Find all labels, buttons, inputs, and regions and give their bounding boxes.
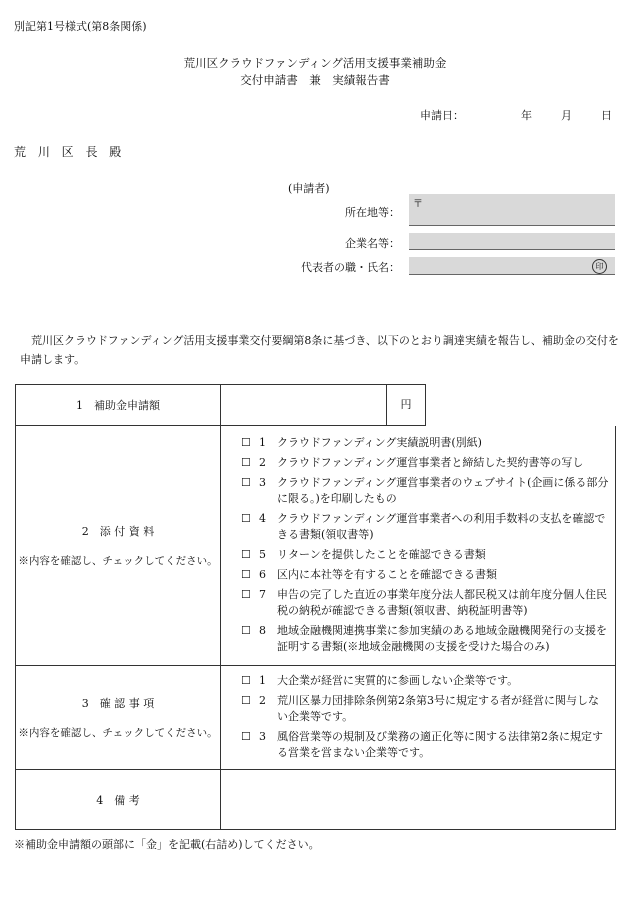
attachment-item-text: クラウドファンディング運営事業者への利用手数料の支払を確認できる書類(領収書等) bbox=[277, 512, 606, 541]
checkbox[interactable]: ☐ bbox=[241, 730, 251, 743]
attachment-item-text: クラウドファンディング運営事業者と締結した契約書等の写し bbox=[277, 456, 584, 469]
confirmations-list bbox=[221, 666, 616, 770]
confirmation-item-text: 風俗営業等の規制及び業務の適正化等に関する法律第2条に規定する営業を営まない企業等です。 bbox=[277, 730, 603, 759]
confirmations-label-cell bbox=[16, 666, 221, 770]
attachment-item bbox=[241, 455, 609, 471]
attachment-item-text: 地域金融機関連携事業に参加実績のある地域金融機関発行の支援を証明する書類(※地域金融機関の支援を受けた場合のみ) bbox=[277, 624, 607, 653]
confirmation-item-number: 1 bbox=[259, 674, 266, 687]
attachments-list bbox=[221, 426, 616, 666]
attachment-item bbox=[241, 511, 609, 543]
attachment-item bbox=[241, 547, 609, 563]
attachment-item-text: 申告の完了した直近の事業年度分法人都民税又は前年度分個人住民税の納税が確認できる書類(領収書、納税証明書等) bbox=[277, 588, 607, 617]
address-label: 所在地等： bbox=[345, 206, 400, 219]
yen-unit: 円 bbox=[387, 385, 426, 425]
application-table bbox=[15, 384, 616, 830]
amount-input[interactable] bbox=[221, 385, 387, 425]
representative-field[interactable] bbox=[409, 257, 615, 275]
attachment-item bbox=[241, 475, 609, 507]
checkbox[interactable]: ☐ bbox=[241, 694, 251, 707]
document-title-line2: 交付申請書 兼 実績報告書 bbox=[240, 73, 390, 87]
intro-text: 荒川区クラウドファンディング活用支援事業交付要綱第8条に基づき、以下のとおり調達実績を報告し、補助金の交付を申請します。 bbox=[20, 334, 619, 366]
confirmations-note: ※内容を確認し、チェックしてください。 bbox=[18, 727, 218, 739]
form-number-label: 別記第1号様式(第8条関係) bbox=[14, 20, 147, 33]
confirmation-item bbox=[241, 673, 609, 689]
attachment-item-number: 2 bbox=[259, 456, 266, 469]
date-label: 申請日： bbox=[420, 109, 464, 122]
attachment-item bbox=[241, 435, 609, 451]
row-attachments bbox=[16, 426, 616, 666]
row-remarks bbox=[16, 770, 616, 830]
checkbox[interactable]: ☐ bbox=[241, 436, 251, 449]
postal-mark: 〒 bbox=[413, 199, 423, 210]
attachment-item bbox=[241, 587, 609, 619]
attachments-label-cell bbox=[16, 426, 221, 666]
amount-cell bbox=[221, 385, 616, 426]
attachment-item-number: 6 bbox=[259, 568, 266, 581]
attachment-item-number: 5 bbox=[259, 548, 266, 561]
address-field[interactable] bbox=[409, 194, 615, 226]
company-field[interactable] bbox=[409, 233, 615, 250]
checkbox[interactable]: ☐ bbox=[241, 588, 251, 601]
attachment-item-number: 1 bbox=[259, 436, 266, 449]
remarks-field[interactable] bbox=[221, 770, 616, 830]
checkbox[interactable]: ☐ bbox=[241, 568, 251, 581]
application-date bbox=[420, 107, 612, 123]
attachment-item-number: 4 bbox=[259, 512, 266, 525]
attachment-item-number: 7 bbox=[259, 588, 266, 601]
date-day: 日 bbox=[601, 109, 612, 122]
footnote: ※補助金申請額の頭部に「金」を記載(右詰め)してください。 bbox=[14, 838, 320, 851]
document-title-line1: 荒川区クラウドファンディング活用支援事業補助金 bbox=[183, 56, 447, 70]
date-month: 月 bbox=[561, 109, 572, 122]
checkbox[interactable]: ☐ bbox=[241, 476, 251, 489]
confirmation-item bbox=[241, 729, 609, 761]
addressee: 荒 川 区 長 殿 bbox=[14, 145, 126, 159]
confirmation-item-text: 大企業が経営に実質的に参画しない企業等です。 bbox=[277, 674, 519, 687]
confirmations-label: 3 確 認 事 項 bbox=[81, 697, 155, 710]
representative-label: 代表者の職・氏名： bbox=[301, 261, 400, 274]
row-confirmations bbox=[16, 666, 616, 770]
remarks-label: 4 備 考 bbox=[16, 770, 221, 830]
attachments-label: 2 添 付 資 料 bbox=[81, 525, 155, 538]
confirmation-item bbox=[241, 693, 609, 725]
checkbox[interactable]: ☐ bbox=[241, 456, 251, 469]
applicant-heading: (申請者) bbox=[288, 182, 330, 195]
attachment-item-text: リターンを提供したことを確認できる書類 bbox=[277, 548, 486, 561]
amount-label: 1 補助金申請額 bbox=[16, 385, 221, 426]
attachments-note: ※内容を確認し、チェックしてください。 bbox=[18, 555, 218, 567]
checkbox[interactable]: ☐ bbox=[241, 512, 251, 525]
attachment-item-text: クラウドファンディング運営事業者のウェブサイト(企画に係る部分に限る。)を印刷したもの bbox=[277, 476, 609, 505]
attachment-item-number: 8 bbox=[259, 624, 266, 637]
seal-mark: 印 bbox=[592, 259, 607, 274]
attachment-item bbox=[241, 567, 609, 583]
row-amount bbox=[16, 385, 616, 426]
attachment-item-number: 3 bbox=[259, 476, 266, 489]
confirmation-item-text: 荒川区暴力団排除条例第2条第3号に規定する者が経営に関与しない企業等です。 bbox=[277, 694, 599, 723]
confirmation-item-number: 2 bbox=[259, 694, 266, 707]
attachment-item-text: 区内に本社等を有することを確認できる書類 bbox=[277, 568, 497, 581]
date-year: 年 bbox=[521, 109, 532, 122]
confirmation-item-number: 3 bbox=[259, 730, 266, 743]
checkbox[interactable]: ☐ bbox=[241, 624, 251, 637]
checkbox[interactable]: ☐ bbox=[241, 674, 251, 687]
attachment-item bbox=[241, 623, 609, 655]
checkbox[interactable]: ☐ bbox=[241, 548, 251, 561]
company-label: 企業名等： bbox=[345, 237, 400, 250]
attachment-item-text: クラウドファンディング実績説明書(別紙) bbox=[277, 436, 482, 449]
